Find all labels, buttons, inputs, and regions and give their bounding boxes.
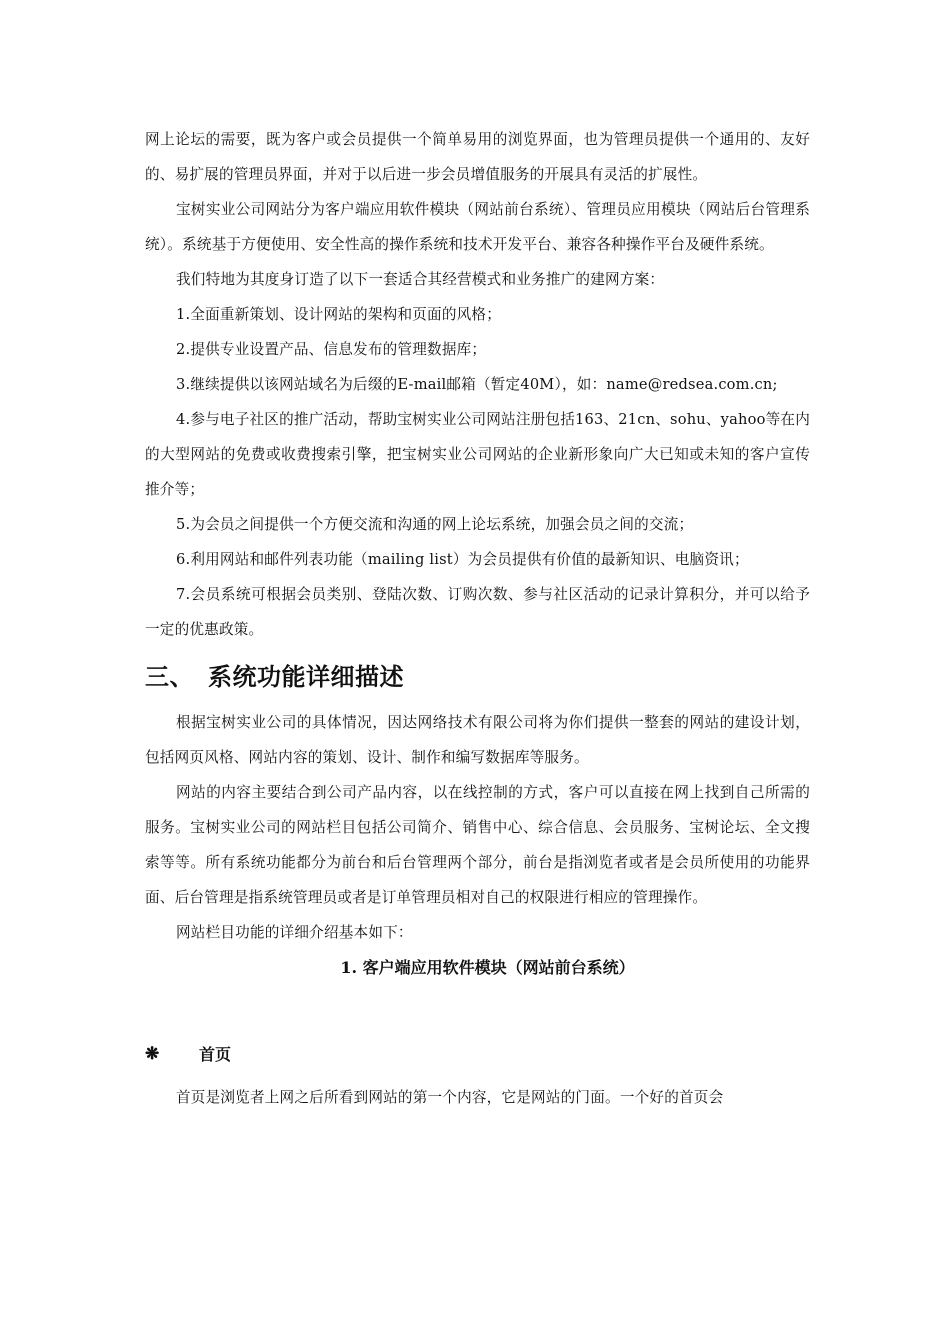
list-item: 3.继续提供以该网站域名为后缀的E-mail邮箱（暂定40M），如：name@redsea.com.cn; <box>176 376 778 393</box>
paragraph: 宝树实业公司网站分为客户端应用软件模块（网站前台系统）、管理员应用模块（网站后台管理系统）。系统基于方便使用、安全性高的操作系统和技术开发平台、兼容各种操作平台及硬件系统。 <box>145 201 810 253</box>
list-item: 4.参与电子社区的推广活动，帮助宝树实业公司网站注册包括163、21cn、sohu、yahoo等在内的大型网站的免费或收费搜索引擎，把宝树实业公司网站的企业新形象向广大已知或未知的客户宣传推介等； <box>145 411 810 498</box>
list-item: 2.提供专业设置产品、信息发布的管理数据库； <box>176 341 487 358</box>
paragraph: 网站栏目功能的详细介绍基本如下： <box>176 924 413 941</box>
section-number: 三、 <box>145 662 194 691</box>
bullet-icon: ❋ <box>145 1044 160 1064</box>
list-item: 7.会员系统可根据会员类别、登陆次数、订购次数、参与社区活动的记录计算积分，并可以给予一定的优惠政策。 <box>145 586 810 638</box>
paragraph: 网站的内容主要结合到公司产品内容，以在线控制的方式，客户可以直接在网上找到自己所需的服务。宝树实业公司的网站栏目包括公司简介、销售中心、综合信息、会员服务、宝树论坛、全文搜索等等。所有系统功能都分为前台和后台管理两个部分，前台是指浏览者或者是会员所使用的功能界面、后台管理是指系统管理员或者是订单管理员相对自己的权限进行相应的管理操作。 <box>145 784 810 906</box>
section-paragraphs <box>145 705 810 950</box>
bullet-title: 首页 <box>199 1045 232 1064</box>
subsection-heading: 1. 客户端应用软件模块（网站前台系统） <box>340 958 635 977</box>
intro-paragraphs <box>145 122 810 647</box>
section-title: 系统功能详细描述 <box>208 662 404 691</box>
list-item: 1.全面重新策划、设计网站的架构和页面的风格； <box>176 306 501 323</box>
list-item: 6.利用网站和邮件列表功能（mailing list）为会员提供有价值的最新知识、电脑资讯； <box>176 551 749 568</box>
paragraph: 首页是浏览者上网之后所看到网站的第一个内容，它是网站的门面。一个好的首页会 <box>176 1089 724 1106</box>
bullet-heading <box>145 1037 810 1072</box>
section-heading <box>145 655 810 699</box>
spacer <box>145 985 810 1037</box>
document-body <box>145 122 810 1115</box>
paragraph: 根据宝树实业公司的具体情况，因达网络技术有限公司将为你们提供一整套的网站的建设计划，包括网页风格、网站内容的策划、设计、制作和编写数据库等服务。 <box>145 714 810 766</box>
list-item: 5.为会员之间提供一个方便交流和沟通的网上论坛系统，加强会员之间的交流； <box>176 516 694 533</box>
paragraph: 网上论坛的需要，既为客户或会员提供一个简单易用的浏览界面，也为管理员提供一个通用的、友好的、易扩展的管理员界面，并对于以后进一步会员增值服务的开展具有灵活的扩展性。 <box>145 131 810 183</box>
paragraph: 我们特地为其度身订造了以下一套适合其经营模式和业务推广的建网方案： <box>176 271 665 288</box>
